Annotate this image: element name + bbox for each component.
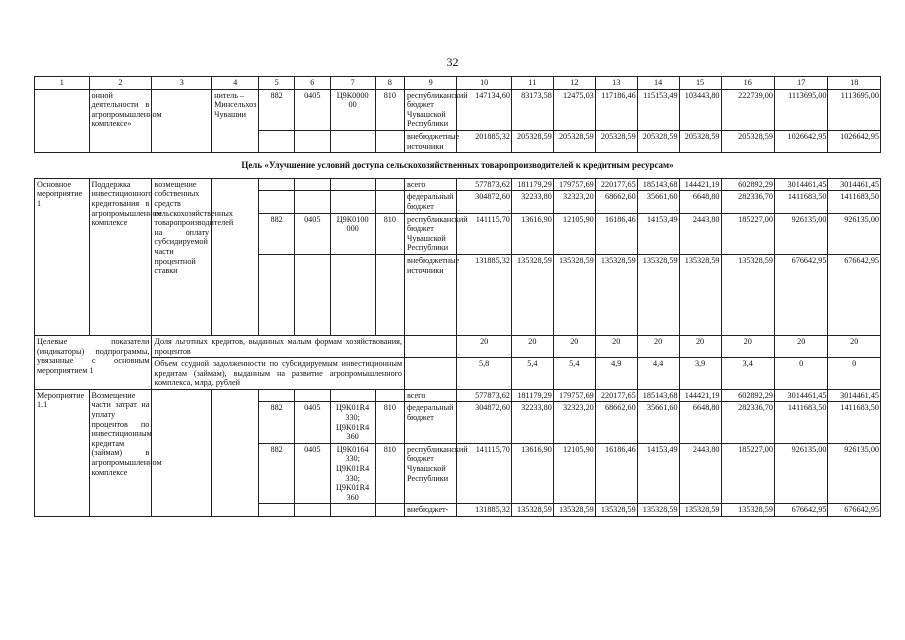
value-cell: 304872,60 xyxy=(457,191,512,213)
value-cell: 185143,68 xyxy=(637,389,679,402)
header-cell: 3 xyxy=(152,77,212,90)
csr-cell: Ц9К01R4 330; Ц9К01R4 360 xyxy=(330,402,375,443)
grbs-cell: 882 xyxy=(259,213,295,254)
table-cell xyxy=(405,335,457,357)
table-cell xyxy=(259,130,295,152)
table-cell xyxy=(35,89,90,153)
indicator-value: 5,4 xyxy=(511,358,553,390)
value-cell: 12475,03 xyxy=(553,89,595,130)
table-cell xyxy=(375,191,404,213)
goal-title: Цель «Улучшение условий доступа сельскохозяйственных товаропроизводителей к кредитным ресурсам» xyxy=(35,153,881,179)
rz-cell: 0405 xyxy=(294,213,330,254)
indicator-value: 20 xyxy=(511,335,553,357)
value-cell: 14153,49 xyxy=(637,443,679,504)
grbs-cell: 882 xyxy=(259,89,295,130)
value-cell: 135328,59 xyxy=(511,254,553,335)
indicator-value: 0 xyxy=(774,358,827,390)
table-cell xyxy=(212,389,259,516)
table-cell xyxy=(212,178,259,335)
indicator-value: 20 xyxy=(774,335,827,357)
table-cell xyxy=(294,504,330,517)
header-cell: 17 xyxy=(774,77,827,90)
budget-table xyxy=(34,76,881,517)
header-cell: 6 xyxy=(294,77,330,90)
goal-row xyxy=(35,153,881,179)
value-cell: 83173,58 xyxy=(511,89,553,130)
indicator-name: Доля льготных кредитов, выданных малым формам хозяйствования, процентов xyxy=(152,335,405,357)
value-cell: 141115,70 xyxy=(457,443,512,504)
table-row xyxy=(35,358,881,390)
value-cell: 1411683,50 xyxy=(774,402,827,443)
value-cell: 135328,59 xyxy=(511,504,553,517)
table-cell xyxy=(259,504,295,517)
value-cell: 205328,59 xyxy=(721,130,774,152)
value-cell: 201885,32 xyxy=(457,130,512,152)
value-cell: 205328,59 xyxy=(679,130,721,152)
value-cell: 676642,95 xyxy=(774,504,827,517)
table-cell xyxy=(259,254,295,335)
header-cell: 14 xyxy=(637,77,679,90)
table-cell xyxy=(330,504,375,517)
value-cell: 135328,59 xyxy=(553,254,595,335)
header-cell: 7 xyxy=(330,77,375,90)
indicator-value: 5,4 xyxy=(553,358,595,390)
value-cell: 115153,49 xyxy=(637,89,679,130)
header-cell: 16 xyxy=(721,77,774,90)
vr-cell: 810 xyxy=(375,443,404,504)
value-cell: 577873,62 xyxy=(457,178,512,191)
indicator-value: 20 xyxy=(595,335,637,357)
value-cell: 32233,80 xyxy=(511,191,553,213)
value-cell: 144421,19 xyxy=(679,389,721,402)
event-name: Поддержка инвестиционного кредитования в агропромышленном комплексе xyxy=(89,178,152,335)
value-cell: 32323,20 xyxy=(553,191,595,213)
table-cell xyxy=(330,178,375,191)
value-cell: 205328,59 xyxy=(553,130,595,152)
value-cell: 205328,59 xyxy=(511,130,553,152)
grbs-cell: 882 xyxy=(259,443,295,504)
value-cell: 1411683,50 xyxy=(828,402,881,443)
value-cell: 1411683,50 xyxy=(828,191,881,213)
indicator-value: 3,9 xyxy=(679,358,721,390)
indicator-value: 3,4 xyxy=(721,358,774,390)
value-cell: 282336,70 xyxy=(721,191,774,213)
header-cell: 9 xyxy=(405,77,457,90)
csr-cell: Ц9К0100 000 xyxy=(330,213,375,254)
value-cell: 68662,60 xyxy=(595,402,637,443)
value-cell: 1026642,95 xyxy=(774,130,827,152)
table-cell xyxy=(259,191,295,213)
indicator-value: 20 xyxy=(679,335,721,357)
header-cell: 2 xyxy=(89,77,152,90)
vr-cell: 810 xyxy=(375,402,404,443)
table-cell xyxy=(375,389,404,402)
value-cell: 35661,60 xyxy=(637,402,679,443)
funding-source: республиканский бюджет Чувашской Республики xyxy=(405,213,457,254)
value-cell: 3014461,45 xyxy=(774,178,827,191)
funding-source: всего xyxy=(405,389,457,402)
indicator-value: 4,9 xyxy=(595,358,637,390)
value-cell: 135328,59 xyxy=(721,254,774,335)
value-cell: 926135,00 xyxy=(828,443,881,504)
value-cell: 12105,90 xyxy=(553,443,595,504)
table-cell xyxy=(375,130,404,152)
value-cell: 2443,80 xyxy=(679,213,721,254)
csr-cell: Ц9К0164 330; Ц9К01R4 330; Ц9К01R4 360 xyxy=(330,443,375,504)
value-cell: 141115,70 xyxy=(457,213,512,254)
indicator-value: 20 xyxy=(828,335,881,357)
header-cell: 12 xyxy=(553,77,595,90)
executor-cont: нитель – Минсельхоз Чувашии xyxy=(212,89,259,153)
table-row xyxy=(35,89,881,130)
table-cell xyxy=(405,358,457,390)
value-cell: 222739,00 xyxy=(721,89,774,130)
value-cell: 181179,29 xyxy=(511,389,553,402)
funding-source: всего xyxy=(405,178,457,191)
table-cell xyxy=(294,254,330,335)
value-cell: 926135,00 xyxy=(828,213,881,254)
header-cell: 13 xyxy=(595,77,637,90)
table-cell xyxy=(375,254,404,335)
value-cell: 135328,59 xyxy=(595,254,637,335)
value-cell: 13616,90 xyxy=(511,213,553,254)
header-cell: 1 xyxy=(35,77,90,90)
value-cell: 676642,95 xyxy=(828,254,881,335)
table-cell xyxy=(152,89,212,153)
value-cell: 35661,60 xyxy=(637,191,679,213)
value-cell: 304872,60 xyxy=(457,402,512,443)
table-cell xyxy=(330,389,375,402)
value-cell: 1113695,00 xyxy=(828,89,881,130)
header-row xyxy=(35,77,881,90)
table-cell xyxy=(294,178,330,191)
indicator-value: 20 xyxy=(457,335,512,357)
vr-cell: 810 xyxy=(375,213,404,254)
value-cell: 68662,60 xyxy=(595,191,637,213)
value-cell: 144421,19 xyxy=(679,178,721,191)
value-cell: 103443,80 xyxy=(679,89,721,130)
grbs-cell: 882 xyxy=(259,402,295,443)
value-cell: 3014461,45 xyxy=(828,389,881,402)
value-cell: 577873,62 xyxy=(457,389,512,402)
csr-cell: Ц9К0000 00 xyxy=(330,89,375,130)
table-cell xyxy=(259,178,295,191)
value-cell: 181179,29 xyxy=(511,178,553,191)
event-name: Возмещение части затрат на уплату процентов по инвестиционным кредитам (займам) в агропромышленном комплексе xyxy=(89,389,152,516)
header-cell: 10 xyxy=(457,77,512,90)
header-cell: 15 xyxy=(679,77,721,90)
value-cell: 185143,68 xyxy=(637,178,679,191)
value-cell: 926135,00 xyxy=(774,443,827,504)
funding-source: внебюджетные источники xyxy=(405,130,457,152)
rz-cell: 0405 xyxy=(294,443,330,504)
event-kind: Мероприятие 1.1 xyxy=(35,389,90,516)
table-cell xyxy=(375,178,404,191)
rz-cell: 0405 xyxy=(294,402,330,443)
value-cell: 220177,65 xyxy=(595,178,637,191)
event-description: возмещение собственных средств сельскохозяйственных товаропроизводителей на оплату субсидируемой части процентной ставки xyxy=(152,178,212,335)
value-cell: 205328,59 xyxy=(637,130,679,152)
value-cell: 185227,00 xyxy=(721,443,774,504)
value-cell: 14153,49 xyxy=(637,213,679,254)
header-cell: 18 xyxy=(828,77,881,90)
value-cell: 12105,90 xyxy=(553,213,595,254)
value-cell: 16186,46 xyxy=(595,443,637,504)
program-name-cont: онной деятельности в агропромышленном комплексе» xyxy=(89,89,152,153)
value-cell: 676642,95 xyxy=(828,504,881,517)
value-cell: 16186,46 xyxy=(595,213,637,254)
table-cell xyxy=(375,504,404,517)
table-cell xyxy=(294,130,330,152)
indicators-label: Целевые показатели (индикаторы) подпрограммы, увязанные с основным мероприятием 1 xyxy=(35,335,152,389)
value-cell: 282336,70 xyxy=(721,402,774,443)
value-cell: 179757,69 xyxy=(553,178,595,191)
value-cell: 1113695,00 xyxy=(774,89,827,130)
value-cell: 13616,90 xyxy=(511,443,553,504)
value-cell: 147134,60 xyxy=(457,89,512,130)
value-cell: 135328,59 xyxy=(595,504,637,517)
table-row xyxy=(35,178,881,191)
value-cell: 185227,00 xyxy=(721,213,774,254)
indicator-value: 20 xyxy=(721,335,774,357)
value-cell: 135328,59 xyxy=(679,254,721,335)
value-cell: 3014461,45 xyxy=(828,178,881,191)
table-cell xyxy=(294,191,330,213)
indicator-name: Объем ссудной задолженности по субсидируемым инвестиционным кредитам (займам), выданным на развитие агропромышленного комплекса, млрд. рублей xyxy=(152,358,405,390)
funding-source: федеральный бюджет xyxy=(405,402,457,443)
header-cell: 4 xyxy=(212,77,259,90)
funding-source: федеральный бюджет xyxy=(405,191,457,213)
vr-cell: 810 xyxy=(375,89,404,130)
table-cell xyxy=(259,389,295,402)
value-cell: 205328,59 xyxy=(595,130,637,152)
value-cell: 926135,00 xyxy=(774,213,827,254)
table-cell xyxy=(294,389,330,402)
value-cell: 1026642,95 xyxy=(828,130,881,152)
table-cell xyxy=(330,254,375,335)
funding-source: республиканский бюджет Чувашской Республики xyxy=(405,443,457,504)
value-cell: 602892,29 xyxy=(721,389,774,402)
value-cell: 135328,59 xyxy=(637,254,679,335)
funding-source: внебюджет- xyxy=(405,504,457,517)
value-cell: 179757,69 xyxy=(553,389,595,402)
value-cell: 220177,65 xyxy=(595,389,637,402)
rz-cell: 0405 xyxy=(294,89,330,130)
value-cell: 1411683,50 xyxy=(774,191,827,213)
value-cell: 117186,46 xyxy=(595,89,637,130)
indicator-value: 20 xyxy=(553,335,595,357)
table-row xyxy=(35,389,881,402)
header-cell: 8 xyxy=(375,77,404,90)
indicator-value: 0 xyxy=(828,358,881,390)
page-number: 32 xyxy=(446,55,459,69)
value-cell: 131885,32 xyxy=(457,254,512,335)
table-cell xyxy=(330,191,375,213)
value-cell: 602892,29 xyxy=(721,178,774,191)
indicator-value: 20 xyxy=(637,335,679,357)
header-cell: 5 xyxy=(259,77,295,90)
event-kind: Основное мероприятие 1 xyxy=(35,178,90,335)
value-cell: 6648,80 xyxy=(679,402,721,443)
value-cell: 3014461,45 xyxy=(774,389,827,402)
value-cell: 135328,59 xyxy=(721,504,774,517)
table-cell xyxy=(152,389,212,516)
value-cell: 676642,95 xyxy=(774,254,827,335)
funding-source: республиканский бюджет Чувашской Республики xyxy=(405,89,457,130)
indicator-value: 5,8 xyxy=(457,358,512,390)
value-cell: 32233,80 xyxy=(511,402,553,443)
value-cell: 135328,59 xyxy=(637,504,679,517)
value-cell: 2443,80 xyxy=(679,443,721,504)
indicator-value: 4,4 xyxy=(637,358,679,390)
table-row xyxy=(35,335,881,357)
value-cell: 135328,59 xyxy=(679,504,721,517)
value-cell: 131885,32 xyxy=(457,504,512,517)
value-cell: 6648,80 xyxy=(679,191,721,213)
header-cell: 11 xyxy=(511,77,553,90)
value-cell: 135328,59 xyxy=(553,504,595,517)
funding-source: внебюджетные источники xyxy=(405,254,457,335)
table-cell xyxy=(330,130,375,152)
value-cell: 32323,20 xyxy=(553,402,595,443)
